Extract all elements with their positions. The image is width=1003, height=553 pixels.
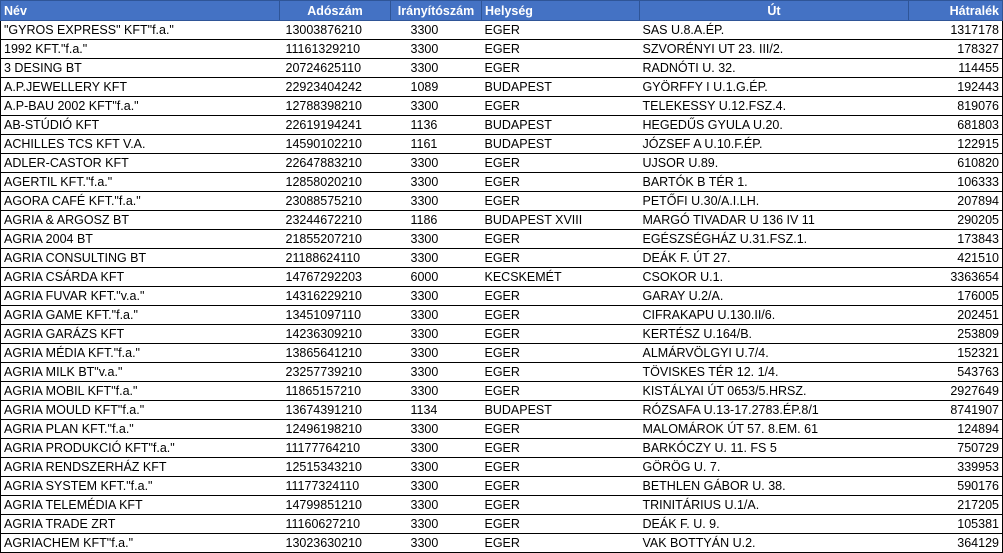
cell-hatralek: 124894 (909, 420, 1003, 439)
cell-helyseg: BUDAPEST (482, 78, 640, 97)
cell-hatralek: 750729 (909, 439, 1003, 458)
cell-nev: 3 DESING BT (1, 59, 280, 78)
cell-helyseg: EGER (482, 534, 640, 553)
cell-ut: UJSOR U.89. (640, 154, 909, 173)
cell-nev: AGRIA GARÁZS KFT (1, 325, 280, 344)
cell-adoszam: 22619194241 (280, 116, 391, 135)
cell-adoszam: 14316229210 (280, 287, 391, 306)
table-row[interactable] (1, 116, 1003, 135)
table-row[interactable] (1, 420, 1003, 439)
cell-adoszam: 21188624110 (280, 249, 391, 268)
cell-iranyitoszam: 3300 (391, 306, 482, 325)
cell-nev: AGRIA TRADE ZRT (1, 515, 280, 534)
cell-ut: JÓZSEF A U.10.F.ÉP. (640, 135, 909, 154)
cell-adoszam: 11177764210 (280, 439, 391, 458)
cell-adoszam: 23088575210 (280, 192, 391, 211)
cell-iranyitoszam: 3300 (391, 230, 482, 249)
cell-ut: GARAY U.2/A. (640, 287, 909, 306)
cell-iranyitoszam: 3300 (391, 287, 482, 306)
cell-ut: BETHLEN GÁBOR U. 38. (640, 477, 909, 496)
cell-ut: GÖRÖG U. 7. (640, 458, 909, 477)
cell-iranyitoszam: 1136 (391, 116, 482, 135)
cell-ut: KERTÉSZ U.164/B. (640, 325, 909, 344)
cell-helyseg: EGER (482, 192, 640, 211)
cell-helyseg: BUDAPEST XVIII (482, 211, 640, 230)
cell-helyseg: BUDAPEST (482, 401, 640, 420)
cell-adoszam: 11161329210 (280, 40, 391, 59)
table-row[interactable] (1, 59, 1003, 78)
cell-iranyitoszam: 1186 (391, 211, 482, 230)
cell-iranyitoszam: 3300 (391, 363, 482, 382)
cell-nev: AGRIA MOULD KFT"f.a." (1, 401, 280, 420)
header-nev[interactable]: Név (1, 1, 280, 21)
cell-iranyitoszam: 3300 (391, 458, 482, 477)
cell-ut: DEÁK F. U. 9. (640, 515, 909, 534)
cell-adoszam: 23244672210 (280, 211, 391, 230)
cell-adoszam: 13674391210 (280, 401, 391, 420)
header-helyseg[interactable]: Helység (482, 1, 640, 21)
table-row[interactable] (1, 154, 1003, 173)
cell-iranyitoszam: 3300 (391, 496, 482, 515)
cell-hatralek: 173843 (909, 230, 1003, 249)
table-row[interactable] (1, 439, 1003, 458)
cell-adoszam: 12496198210 (280, 420, 391, 439)
cell-helyseg: EGER (482, 59, 640, 78)
table-row[interactable] (1, 401, 1003, 420)
cell-helyseg: EGER (482, 420, 640, 439)
cell-ut: BARTÓK B TÉR 1. (640, 173, 909, 192)
cell-nev: "GYROS EXPRESS" KFT"f.a." (1, 21, 280, 40)
table-row[interactable] (1, 249, 1003, 268)
cell-adoszam: 22647883210 (280, 154, 391, 173)
cell-iranyitoszam: 3300 (391, 59, 482, 78)
header-row (1, 1, 1003, 21)
table-row[interactable] (1, 192, 1003, 211)
cell-nev: AGRIA PRODUKCIÓ KFT"f.a." (1, 439, 280, 458)
cell-ut: SZVORÉNYI UT 23. III/2. (640, 40, 909, 59)
cell-iranyitoszam: 3300 (391, 21, 482, 40)
cell-hatralek: 590176 (909, 477, 1003, 496)
cell-adoszam: 14590102210 (280, 135, 391, 154)
cell-ut: PETŐFI U.30/A.I.LH. (640, 192, 909, 211)
cell-helyseg: EGER (482, 306, 640, 325)
cell-nev: AGRIA & ARGOSZ BT (1, 211, 280, 230)
cell-adoszam: 14236309210 (280, 325, 391, 344)
cell-helyseg: EGER (482, 515, 640, 534)
cell-helyseg: EGER (482, 97, 640, 116)
cell-ut: CSOKOR U.1. (640, 268, 909, 287)
cell-hatralek: 610820 (909, 154, 1003, 173)
cell-helyseg: EGER (482, 496, 640, 515)
table-row[interactable] (1, 515, 1003, 534)
cell-ut: MALOMÁROK ÚT 57. 8.EM. 61 (640, 420, 909, 439)
cell-adoszam: 12858020210 (280, 173, 391, 192)
header-hatralek[interactable]: Hátralék (909, 1, 1003, 21)
cell-nev: AGRIA SYSTEM KFT."f.a." (1, 477, 280, 496)
cell-adoszam: 11865157210 (280, 382, 391, 401)
cell-helyseg: BUDAPEST (482, 116, 640, 135)
cell-nev: AGRIA FUVAR KFT."v.a." (1, 287, 280, 306)
cell-helyseg: EGER (482, 344, 640, 363)
header-ut[interactable]: Út (640, 1, 909, 21)
cell-ut: GYÖRFFY I U.1.G.ÉP. (640, 78, 909, 97)
cell-nev: A.P-BAU 2002 KFT"f.a." (1, 97, 280, 116)
table-row[interactable] (1, 382, 1003, 401)
cell-hatralek: 3363654 (909, 268, 1003, 287)
cell-ut: HEGEDŰS GYULA U.20. (640, 116, 909, 135)
cell-iranyitoszam: 3300 (391, 173, 482, 192)
cell-helyseg: EGER (482, 287, 640, 306)
cell-helyseg: EGER (482, 363, 640, 382)
cell-adoszam: 14799851210 (280, 496, 391, 515)
cell-helyseg: EGER (482, 439, 640, 458)
cell-helyseg: EGER (482, 325, 640, 344)
cell-hatralek: 2927649 (909, 382, 1003, 401)
cell-iranyitoszam: 3300 (391, 97, 482, 116)
cell-ut: MARGÓ TIVADAR U 136 IV 11 (640, 211, 909, 230)
table-row[interactable] (1, 458, 1003, 477)
cell-nev: AGERTIL KFT."f.a." (1, 173, 280, 192)
cell-ut: KISTÁLYAI ÚT 0653/5.HRSZ. (640, 382, 909, 401)
table-row[interactable] (1, 534, 1003, 553)
cell-adoszam: 22923404242 (280, 78, 391, 97)
cell-ut: TRINITÁRIUS U.1/A. (640, 496, 909, 515)
cell-ut: TÖVISKES TÉR 12. 1/4. (640, 363, 909, 382)
table-row[interactable] (1, 135, 1003, 154)
cell-helyseg: EGER (482, 40, 640, 59)
cell-nev: 1992 KFT."f.a." (1, 40, 280, 59)
cell-ut: EGÉSZSÉGHÁZ U.31.FSZ.1. (640, 230, 909, 249)
cell-nev: AGRIA GAME KFT."f.a." (1, 306, 280, 325)
cell-adoszam: 11160627210 (280, 515, 391, 534)
cell-nev: AGORA CAFÉ KFT."f.a." (1, 192, 280, 211)
table-row[interactable] (1, 97, 1003, 116)
cell-helyseg: KECSKEMÉT (482, 268, 640, 287)
cell-adoszam: 14767292203 (280, 268, 391, 287)
cell-adoszam: 12788398210 (280, 97, 391, 116)
cell-iranyitoszam: 1161 (391, 135, 482, 154)
cell-iranyitoszam: 3300 (391, 420, 482, 439)
cell-ut: BARKÓCZY U. 11. FS 5 (640, 439, 909, 458)
cell-helyseg: EGER (482, 21, 640, 40)
cell-hatralek: 178327 (909, 40, 1003, 59)
cell-hatralek: 421510 (909, 249, 1003, 268)
cell-iranyitoszam: 3300 (391, 477, 482, 496)
cell-hatralek: 339953 (909, 458, 1003, 477)
cell-ut: ALMÁRVÖLGYI U.7/4. (640, 344, 909, 363)
cell-helyseg: EGER (482, 249, 640, 268)
cell-ut: RÓZSAFA U.13-17.2783.ÉP.8/1 (640, 401, 909, 420)
cell-ut: DEÁK F. ÚT 27. (640, 249, 909, 268)
cell-nev: AGRIA CSÁRDA KFT (1, 268, 280, 287)
cell-iranyitoszam: 3300 (391, 515, 482, 534)
table-row[interactable] (1, 78, 1003, 97)
cell-helyseg: EGER (482, 477, 640, 496)
cell-iranyitoszam: 3300 (391, 382, 482, 401)
cell-helyseg: BUDAPEST (482, 135, 640, 154)
table-row[interactable] (1, 477, 1003, 496)
table-row[interactable] (1, 173, 1003, 192)
cell-hatralek: 290205 (909, 211, 1003, 230)
cell-iranyitoszam: 6000 (391, 268, 482, 287)
cell-hatralek: 364129 (909, 534, 1003, 553)
cell-nev: AGRIA 2004 BT (1, 230, 280, 249)
cell-hatralek: 543763 (909, 363, 1003, 382)
header-iranyitoszam[interactable]: Irányítószám (391, 1, 482, 21)
cell-adoszam: 13023630210 (280, 534, 391, 553)
cell-helyseg: EGER (482, 382, 640, 401)
cell-nev: AGRIA CONSULTING BT (1, 249, 280, 268)
cell-iranyitoszam: 3300 (391, 154, 482, 173)
cell-hatralek: 1317178 (909, 21, 1003, 40)
cell-nev: AGRIA TELEMÉDIA KFT (1, 496, 280, 515)
cell-nev: AGRIA MOBIL KFT"f.a." (1, 382, 280, 401)
cell-hatralek: 819076 (909, 97, 1003, 116)
cell-nev: AGRIACHEM KFT"f.a." (1, 534, 280, 553)
cell-iranyitoszam: 3300 (391, 534, 482, 553)
cell-hatralek: 176005 (909, 287, 1003, 306)
cell-hatralek: 202451 (909, 306, 1003, 325)
cell-adoszam: 21855207210 (280, 230, 391, 249)
cell-hatralek: 122915 (909, 135, 1003, 154)
cell-ut: RADNÓTI U. 32. (640, 59, 909, 78)
cell-adoszam: 12515343210 (280, 458, 391, 477)
cell-hatralek: 253809 (909, 325, 1003, 344)
cell-adoszam: 13003876210 (280, 21, 391, 40)
cell-hatralek: 207894 (909, 192, 1003, 211)
table-row[interactable] (1, 287, 1003, 306)
cell-hatralek: 681803 (909, 116, 1003, 135)
cell-ut: TELEKESSY U.12.FSZ.4. (640, 97, 909, 116)
table-row[interactable] (1, 211, 1003, 230)
table-row[interactable] (1, 306, 1003, 325)
cell-iranyitoszam: 3300 (391, 192, 482, 211)
cell-adoszam: 11177324110 (280, 477, 391, 496)
cell-nev: A.P.JEWELLERY KFT (1, 78, 280, 97)
cell-iranyitoszam: 3300 (391, 344, 482, 363)
cell-iranyitoszam: 3300 (391, 40, 482, 59)
cell-hatralek: 114455 (909, 59, 1003, 78)
cell-hatralek: 105381 (909, 515, 1003, 534)
cell-hatralek: 217205 (909, 496, 1003, 515)
cell-helyseg: EGER (482, 173, 640, 192)
cell-nev: AGRIA PLAN KFT."f.a." (1, 420, 280, 439)
cell-nev: ACHILLES TCS KFT V.A. (1, 135, 280, 154)
table-row[interactable] (1, 40, 1003, 59)
cell-helyseg: EGER (482, 154, 640, 173)
cell-iranyitoszam: 3300 (391, 249, 482, 268)
cell-ut: CIFRAKAPU U.130.II/6. (640, 306, 909, 325)
table-row[interactable] (1, 268, 1003, 287)
cell-hatralek: 152321 (909, 344, 1003, 363)
table-body (1, 21, 1003, 553)
cell-nev: AGRIA MILK BT"v.a." (1, 363, 280, 382)
cell-hatralek: 106333 (909, 173, 1003, 192)
table-row[interactable] (1, 230, 1003, 249)
cell-iranyitoszam: 3300 (391, 325, 482, 344)
cell-helyseg: EGER (482, 458, 640, 477)
cell-adoszam: 13865641210 (280, 344, 391, 363)
header-adoszam[interactable]: Adószám (280, 1, 391, 21)
table-row[interactable] (1, 325, 1003, 344)
cell-helyseg: EGER (482, 230, 640, 249)
table-row[interactable] (1, 344, 1003, 363)
table-row[interactable] (1, 21, 1003, 40)
cell-iranyitoszam: 3300 (391, 439, 482, 458)
cell-nev: AB-STÚDIÓ KFT (1, 116, 280, 135)
cell-ut: VAK BOTTYÁN U.2. (640, 534, 909, 553)
cell-adoszam: 20724625110 (280, 59, 391, 78)
cell-iranyitoszam: 1134 (391, 401, 482, 420)
cell-hatralek: 192443 (909, 78, 1003, 97)
table-row[interactable] (1, 496, 1003, 515)
cell-hatralek: 8741907 (909, 401, 1003, 420)
cell-nev: AGRIA MÉDIA KFT."f.a." (1, 344, 280, 363)
table-row[interactable] (1, 363, 1003, 382)
cell-adoszam: 23257739210 (280, 363, 391, 382)
cell-iranyitoszam: 1089 (391, 78, 482, 97)
cell-adoszam: 13451097110 (280, 306, 391, 325)
cell-ut: SAS U.8.A.ÉP. (640, 21, 909, 40)
cell-nev: AGRIA RENDSZERHÁZ KFT (1, 458, 280, 477)
cell-nev: ADLER-CASTOR KFT (1, 154, 280, 173)
